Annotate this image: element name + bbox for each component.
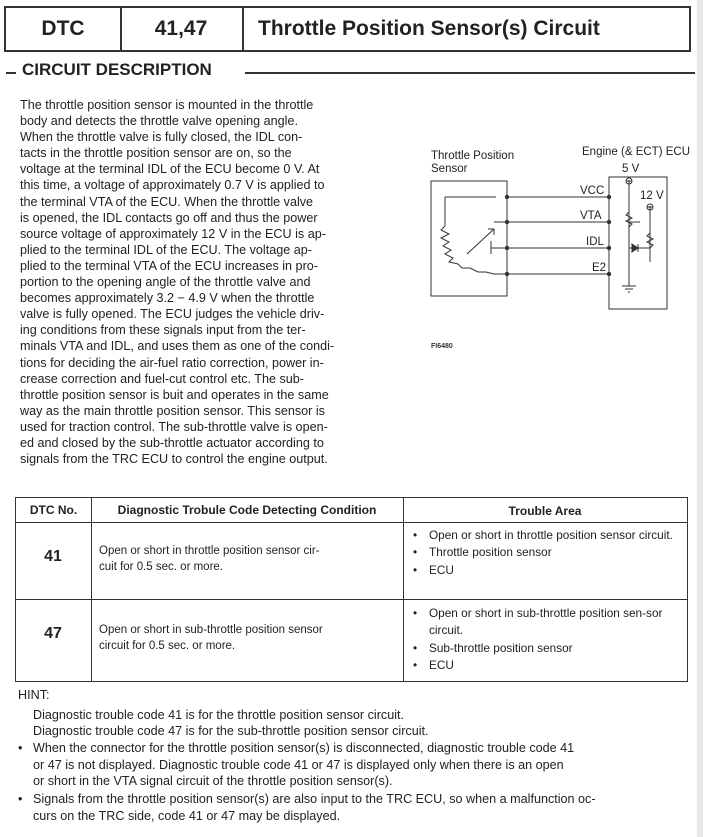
- description-line: crease correction and fuel-cut control etc. The sub-: [20, 371, 304, 386]
- sensor-label: Sensor: [431, 163, 468, 175]
- dtc-code-cell: 47: [44, 625, 62, 642]
- hint-line: Diagnostic trouble code 47 is for the sub-throttle position sensor circuit.: [33, 724, 429, 738]
- description-line: minals VTA and IDL, and uses them as one of the condi-: [20, 339, 335, 354]
- dtc-codes: 41,47: [120, 8, 244, 50]
- description-line: When the throttle valve is fully closed, the IDL con-: [20, 130, 303, 145]
- hint-bullet: [18, 740, 703, 790]
- hint-bullet-line: Signals from the throttle position sensor(s) are also input to the TRC ECU, so when a malfunction oc-: [33, 792, 596, 806]
- description-line: ed and closed by the sub-throttle actuator according to: [20, 435, 324, 450]
- column-header-condition: Diagnostic Trobule Code Detecting Condition: [117, 503, 377, 517]
- condition-line: circuit for 0.5 sec. or more.: [99, 640, 236, 652]
- description-line: body and detects the throttle valve opening angle.: [20, 114, 298, 129]
- page-edge: [697, 0, 703, 837]
- dtc-label: DTC: [6, 8, 122, 50]
- description-line: ing conditions from these signals input from the ter-: [20, 323, 306, 338]
- table-divider: [16, 599, 687, 600]
- hint-title: HINT:: [18, 688, 50, 702]
- trouble-area-item: • Sub-throttle position sensor: [409, 640, 677, 657]
- description-line: is opened, the IDL contacts go off and thus the power: [20, 210, 318, 225]
- condition-cell: [99, 543, 389, 575]
- terminal-e2-label: E2: [592, 262, 607, 274]
- terminal-vcc-label: VCC: [580, 185, 605, 197]
- table-divider: [403, 498, 404, 681]
- terminal-idl-label: IDL: [586, 236, 604, 248]
- description-line: source voltage of approximately 12 V in the ECU is ap-: [20, 226, 326, 241]
- description-line: way as the main throttle position sensor. This sensor is: [20, 403, 325, 418]
- trouble-area-item: • Throttle position sensor: [409, 544, 677, 561]
- description-line: tions for deciding the air-fuel ratio correction, power in-: [20, 355, 324, 370]
- dtc-table: [15, 497, 688, 682]
- description-line: becomes approximately 3.2 − 4.9 V when the throttle: [20, 291, 315, 306]
- trouble-area-list: [409, 527, 677, 579]
- description-line: portion to the opening angle of the throttle valve and: [20, 275, 311, 290]
- voltage-12v-label: 12 V: [640, 190, 664, 202]
- trouble-area-item: • Open or short in sub-throttle position sen-sor circuit.: [409, 605, 677, 640]
- section-title: CIRCUIT DESCRIPTION: [22, 60, 212, 79]
- table-divider: [91, 498, 92, 681]
- condition-line: cuit for 0.5 sec. or more.: [99, 561, 223, 573]
- column-header-trouble-area: Trouble Area: [508, 504, 582, 518]
- ecu-label: Engine (& ECT) ECU: [582, 146, 691, 158]
- hint-bullet-line: When the connector for the throttle position sensor(s) is disconnected, diagnostic trouble code 41: [33, 741, 575, 755]
- hint-bullet-line: or short in the VTA signal circuit of the throttle position sensor(s).: [33, 774, 393, 788]
- column-header-dtc-no: DTC No.: [29, 503, 78, 517]
- description-line: voltage at the terminal IDL of the ECU become 0 V. At: [20, 162, 320, 177]
- wiper: [467, 229, 494, 254]
- sensor-label: Throttle Position: [431, 150, 515, 162]
- trouble-area-item: • Open or short in throttle position sensor circuit.: [409, 527, 677, 544]
- description-line: The throttle position sensor is mounted in the throttle: [20, 98, 314, 112]
- voltage-5v-label: 5 V: [622, 163, 640, 175]
- table-divider: [16, 522, 687, 523]
- trouble-area-item: • ECU: [409, 657, 677, 674]
- description-line: throttle position sensor is buit and operates in the same: [20, 387, 329, 402]
- bullet-icon: •: [18, 792, 23, 806]
- trouble-area-list: [409, 605, 677, 674]
- figure-id: FI6480: [431, 343, 453, 350]
- dtc-code-cell: 41: [44, 548, 62, 565]
- description-line: tacts in the throttle position sensor are on, so the: [20, 146, 292, 161]
- hint-line: Diagnostic trouble code 41 is for the throttle position sensor circuit.: [33, 708, 405, 722]
- description-line: signals from the TRC ECU to control the engine output.: [20, 452, 328, 467]
- ecu-box: [609, 177, 667, 309]
- description-line: used for traction control. The sub-throttle valve is open-: [20, 419, 328, 434]
- trouble-area-item: • ECU: [409, 562, 677, 579]
- bullet-icon: •: [18, 741, 23, 755]
- condition-line: Open or short in sub-throttle position sensor: [99, 624, 323, 636]
- description-line: plied to the terminal VTA of the ECU increases in pro-: [20, 258, 318, 273]
- condition-line: Open or short in throttle position sensor cir-: [99, 545, 320, 557]
- hint-bullet-line: curs on the TRC side, code 41 or 47 may be displayed.: [33, 808, 341, 823]
- condition-cell: [99, 622, 389, 654]
- hint-bullet: [18, 791, 703, 824]
- terminal-vta-label: VTA: [580, 210, 602, 222]
- description-line: valve is fully opened. The ECU judges the vehicle driv-: [20, 307, 325, 322]
- sensor-resistor: [441, 226, 494, 274]
- page-title: Throttle Position Sensor(s) Circuit: [258, 17, 600, 40]
- hint-bullet-line: or 47 is not displayed. Diagnostic trouble code 41 or 47 is displayed only when there is an open: [33, 757, 564, 772]
- description-line: this time, a voltage of approximately 0.7 V is applied to: [20, 178, 325, 193]
- description-line: the terminal VTA of the ECU. When the throttle valve: [20, 194, 314, 209]
- description-line: plied to the terminal IDL of the ECU. The voltage ap-: [20, 242, 312, 257]
